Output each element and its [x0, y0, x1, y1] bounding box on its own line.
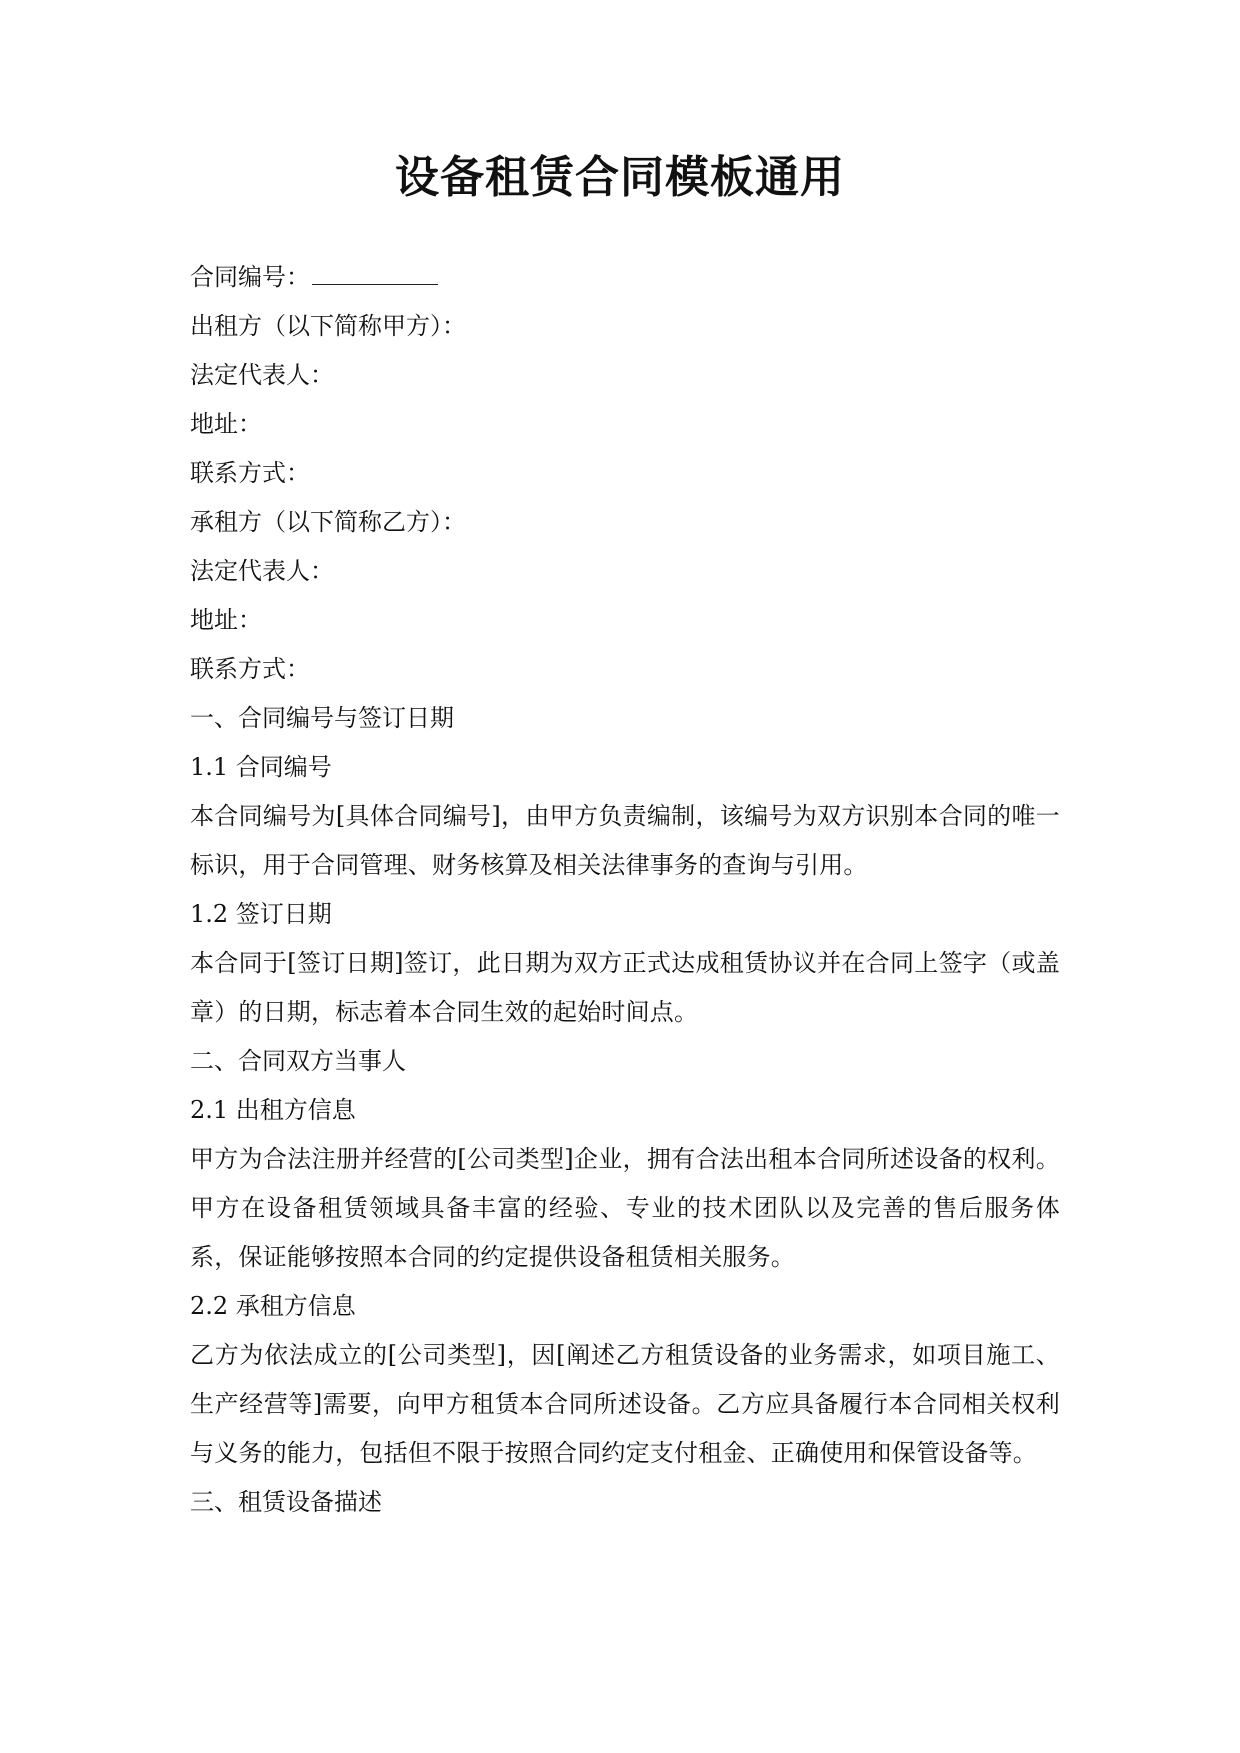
contract-number-label: 合同编号： [190, 263, 310, 291]
lessor-contact-field: 联系方式： [190, 459, 310, 487]
lessee-field: 承租方（以下简称乙方）： [190, 508, 466, 536]
subsection-heading: 2.2 承租方信息 [190, 1292, 356, 1320]
subsection-heading: 1.1 合同编号 [190, 753, 332, 781]
subsection-heading: 2.1 出租方信息 [190, 1096, 356, 1124]
lessor-field: 出租方（以下简称甲方）： [190, 312, 466, 340]
document-body [190, 253, 1060, 1527]
contract-number-blank [312, 264, 438, 285]
document-title: 设备租赁合同模板通用 [395, 152, 845, 203]
contract-number-field [190, 253, 1060, 302]
lessor-legal-rep-field: 法定代表人： [190, 361, 334, 389]
section-heading: 二、合同双方当事人 [190, 1047, 406, 1075]
lessee-contact-field: 联系方式： [190, 655, 310, 683]
lessee-legal-rep-field: 法定代表人： [190, 557, 334, 585]
lessor-address-field: 地址： [190, 410, 262, 438]
section-heading: 三、租赁设备描述 [190, 1488, 382, 1516]
section-heading: 一、合同编号与签订日期 [190, 704, 454, 732]
lessee-address-field: 地址： [190, 606, 262, 634]
paragraph: 乙方为依法成立的[公司类型]，因[阐述乙方租赁设备的业务需求，如项目施工、生产经营等]需要，向甲方租赁本合同所述设备。乙方应具备履行本合同相关权利与义务的能力，包括但不限于按照合同约定支付租金、正确使用和保管设备等。 [190, 1341, 1060, 1467]
paragraph: 甲方为合法注册并经营的[公司类型]企业，拥有合法出租本合同所述设备的权利。甲方在设备租赁领域具备丰富的经验、专业的技术团队以及完善的售后服务体系，保证能够按照本合同的约定提供设备租赁相关服务。 [190, 1145, 1060, 1271]
paragraph: 本合同于[签订日期]签订，此日期为双方正式达成租赁协议并在合同上签字（或盖章）的日期，标志着本合同生效的起始时间点。 [190, 949, 1060, 1026]
paragraph: 本合同编号为[具体合同编号]，由甲方负责编制，该编号为双方识别本合同的唯一标识，用于合同管理、财务核算及相关法律事务的查询与引用。 [190, 802, 1060, 879]
subsection-heading: 1.2 签订日期 [190, 900, 332, 928]
